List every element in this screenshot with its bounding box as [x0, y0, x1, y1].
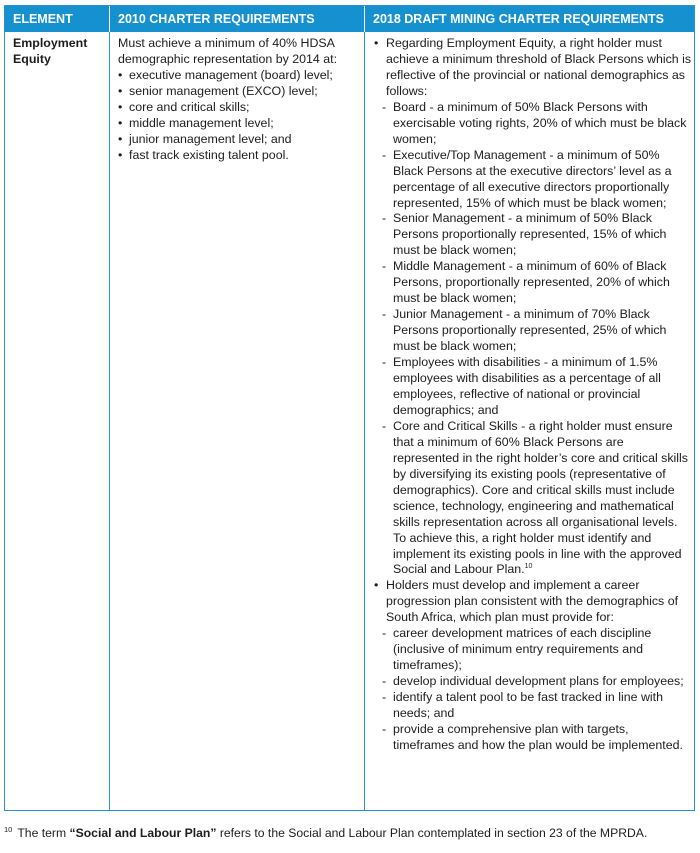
list-item: - provide a comprehensive plan with targets, timeframes and how the plan would be implemented. — [382, 722, 692, 754]
footnote-term: “Social and Labour Plan” — [69, 826, 217, 840]
charter-2018-cell — [372, 36, 692, 754]
footnote-number: 10 — [4, 824, 13, 834]
header-2018: 2018 DRAFT MINING CHARTER REQUIREMENTS — [373, 12, 664, 26]
list-item: • core and critical skills; — [118, 100, 360, 116]
column-divider — [109, 32, 110, 810]
table-header — [5, 6, 694, 32]
list-item: • junior management level; and — [118, 132, 360, 148]
career-sublist — [372, 626, 692, 754]
header-2010: 2010 CHARTER REQUIREMENTS — [118, 12, 315, 26]
list-item: • senior management (EXCO) level; — [118, 84, 360, 100]
list-item: - Executive/Top Management - a minimum of 50% Black Persons at the executive directors’ level as a percentage of all executive directors proportionally represented, 15% of which must be black women; — [382, 148, 692, 212]
footnote-ref: 10 — [524, 563, 533, 571]
list-item: • middle management level; — [118, 116, 360, 132]
footnote-before: The term — [17, 826, 70, 840]
charter-2010-intro: Must achieve a minimum of 40% HDSA demographic representation by 2014 at: — [118, 36, 338, 66]
list-item — [382, 419, 692, 579]
list-item: - identify a talent pool to be fast tracked in line with needs; and — [382, 690, 692, 722]
footnote-after: refers to the Social and Labour Plan contemplated in section 23 of the MPRDA. — [216, 826, 648, 840]
list-item: - Middle Management - a minimum of 60% of Black Persons, proportionally represented, 20% of which must be black women; — [382, 259, 692, 307]
footnote — [4, 826, 696, 840]
list-item: - develop individual development plans for employees; — [382, 674, 692, 690]
column-divider — [364, 32, 365, 810]
bullet-career: • Holders must develop and implement a career progression plan consistent with the demographics of South Africa, which plan must provide for: — [372, 578, 692, 626]
requirements-table — [4, 5, 695, 811]
core-skills-text: Core and Critical Skills - a right holder must ensure that a minimum of 60% Black Persons are represented in the right holder’s core and critical skills by diversifying its existing pools (representative of demographics). Core and critical skills must include science, technology, engineering and mathematical skills representation across all organisational levels. To achieve this, a right holder must identify and implement its existing pools in line with the approved Social and Labour Plan. — [393, 418, 688, 577]
equity-sublist — [372, 100, 692, 579]
list-item: • fast track existing talent pool. — [118, 148, 360, 164]
list-item: • executive management (board) level; — [118, 68, 360, 84]
list-item: - Senior Management - a minimum of 50% Black Persons proportionally represented, 15% of which must be black women; — [382, 211, 692, 259]
list-item: - Employees with disabilities - a minimum of 1.5% employees with disabilities as a percentage of all employees, reflective of national or provincial demographics; and — [382, 355, 692, 419]
list-item: - Board - a minimum of 50% Black Persons with exercisable voting rights, 20% of which must be black women; — [382, 100, 692, 148]
list-item: - career development matrices of each discipline (inclusive of minimum entry requirements and timeframes); — [382, 626, 692, 674]
charter-2010-cell — [118, 36, 360, 164]
header-element: ELEMENT — [13, 12, 73, 26]
charter-2010-list — [118, 68, 360, 164]
bullet-equity: • Regarding Employment Equity, a right holder must achieve a minimum threshold of Black Persons which is reflective of the provincial or national demographics as follows: — [372, 36, 692, 100]
list-item: - Junior Management - a minimum of 70% Black Persons proportionally represented, 25% of which must be black women; — [382, 307, 692, 355]
element-cell: Employment Equity — [13, 36, 88, 66]
